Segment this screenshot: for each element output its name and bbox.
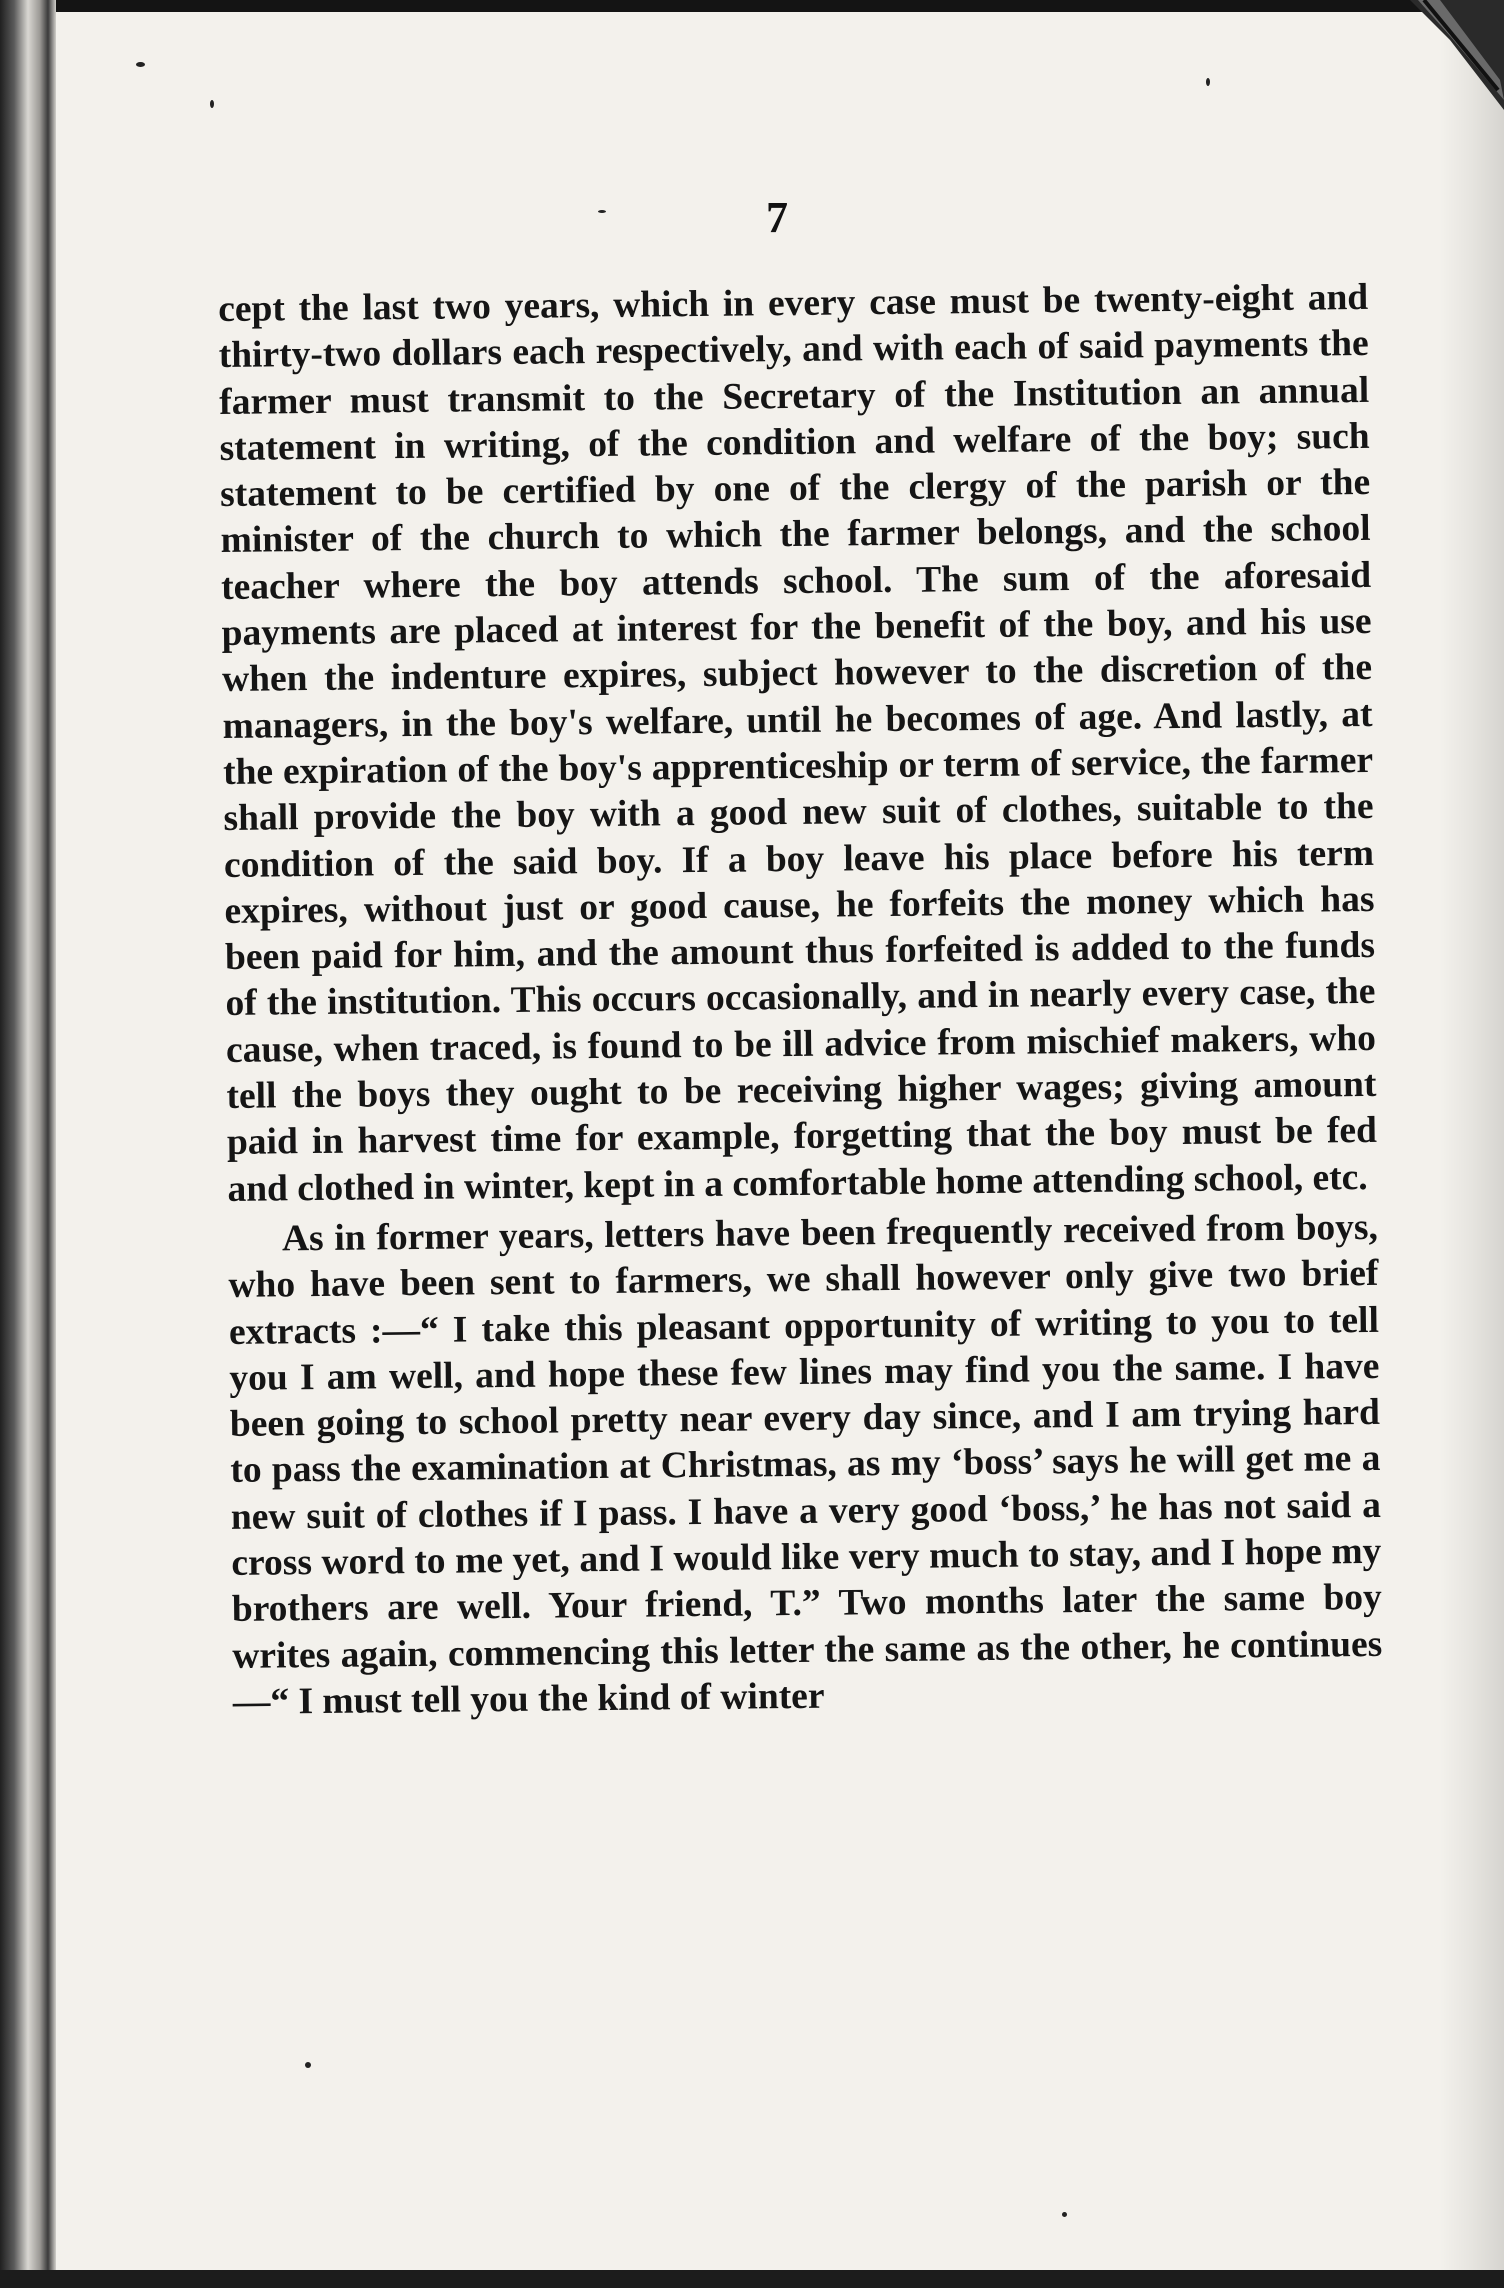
- ink-speck: [210, 100, 214, 108]
- scan-bottom-edge: [0, 2270, 1504, 2288]
- body-text: [218, 275, 1383, 1726]
- paragraph-1: cept the last two years, which in every case must be twenty-eight and thirty-two dollars each respectively, and with each of said payments the farmer must transmit to the Secretary of the Institution an annual statement in writing, of the condition and welfare of the boy; such statement to be certified by one of the clergy of the parish or the minister of the church to which the farmer belongs, and the school teacher where the boy attends school. The sum of the aforesaid payments are placed at interest for the benefit of the boy, and his use when the indenture expires, subject however to the discretion of the managers, in the boy's welfare, until he becomes of age. And lastly, at the expiration of the boy's apprenticeship or term of service, the farmer shall provide the boy with a good new suit of clothes, suitable to the condition of the said boy. If a boy leave his place before his term expires, without just or good cause, he forfeits the money which has been paid for him, and the amount thus forfeited is added to the funds of the institution. This occurs occasionally, and in nearly every case, the cause, when traced, is found to be ill advice from mischief makers, who tell the boys they ought to be receiving higher wages; giving amount paid in harvest time for example, forgetting that the boy must be fed and clothed in winter, kept in a comfortable home attending school, etc.: [218, 276, 1378, 1210]
- ink-speck: [136, 62, 145, 67]
- page-number: 7: [766, 193, 788, 242]
- book-gutter: [0, 0, 56, 2288]
- page-shadow: [1440, 0, 1504, 2288]
- book-page: [60, 12, 1440, 2270]
- ink-speck: [1062, 2212, 1067, 2217]
- ink-speck: [305, 2062, 311, 2068]
- paragraph-2: As in former years, letters have been frequently received from boys, who have been sent to farmers, we shall however only give two brief extracts :—“ I take this pleasant opportunity of writing to you to tell you I am well, and hope these few lines may find you the same. I have been going to school pretty near every day since, and I am trying hard to pass the examination at Christmas, as my ‘boss’ says he will get me a new suit of clothes if I pass. I have a very good ‘boss,’ he has not said a cross word to me yet, and I would like very much to stay, and I hope my brothers are well. Your friend, T.” Two months later the same boy writes again, commencing this letter the same as the other, he continues—“ I must tell you the kind of winter: [228, 1206, 1383, 1723]
- scan-top-edge: [0, 0, 1504, 12]
- ink-speck: [598, 210, 606, 213]
- ink-speck: [1206, 78, 1210, 86]
